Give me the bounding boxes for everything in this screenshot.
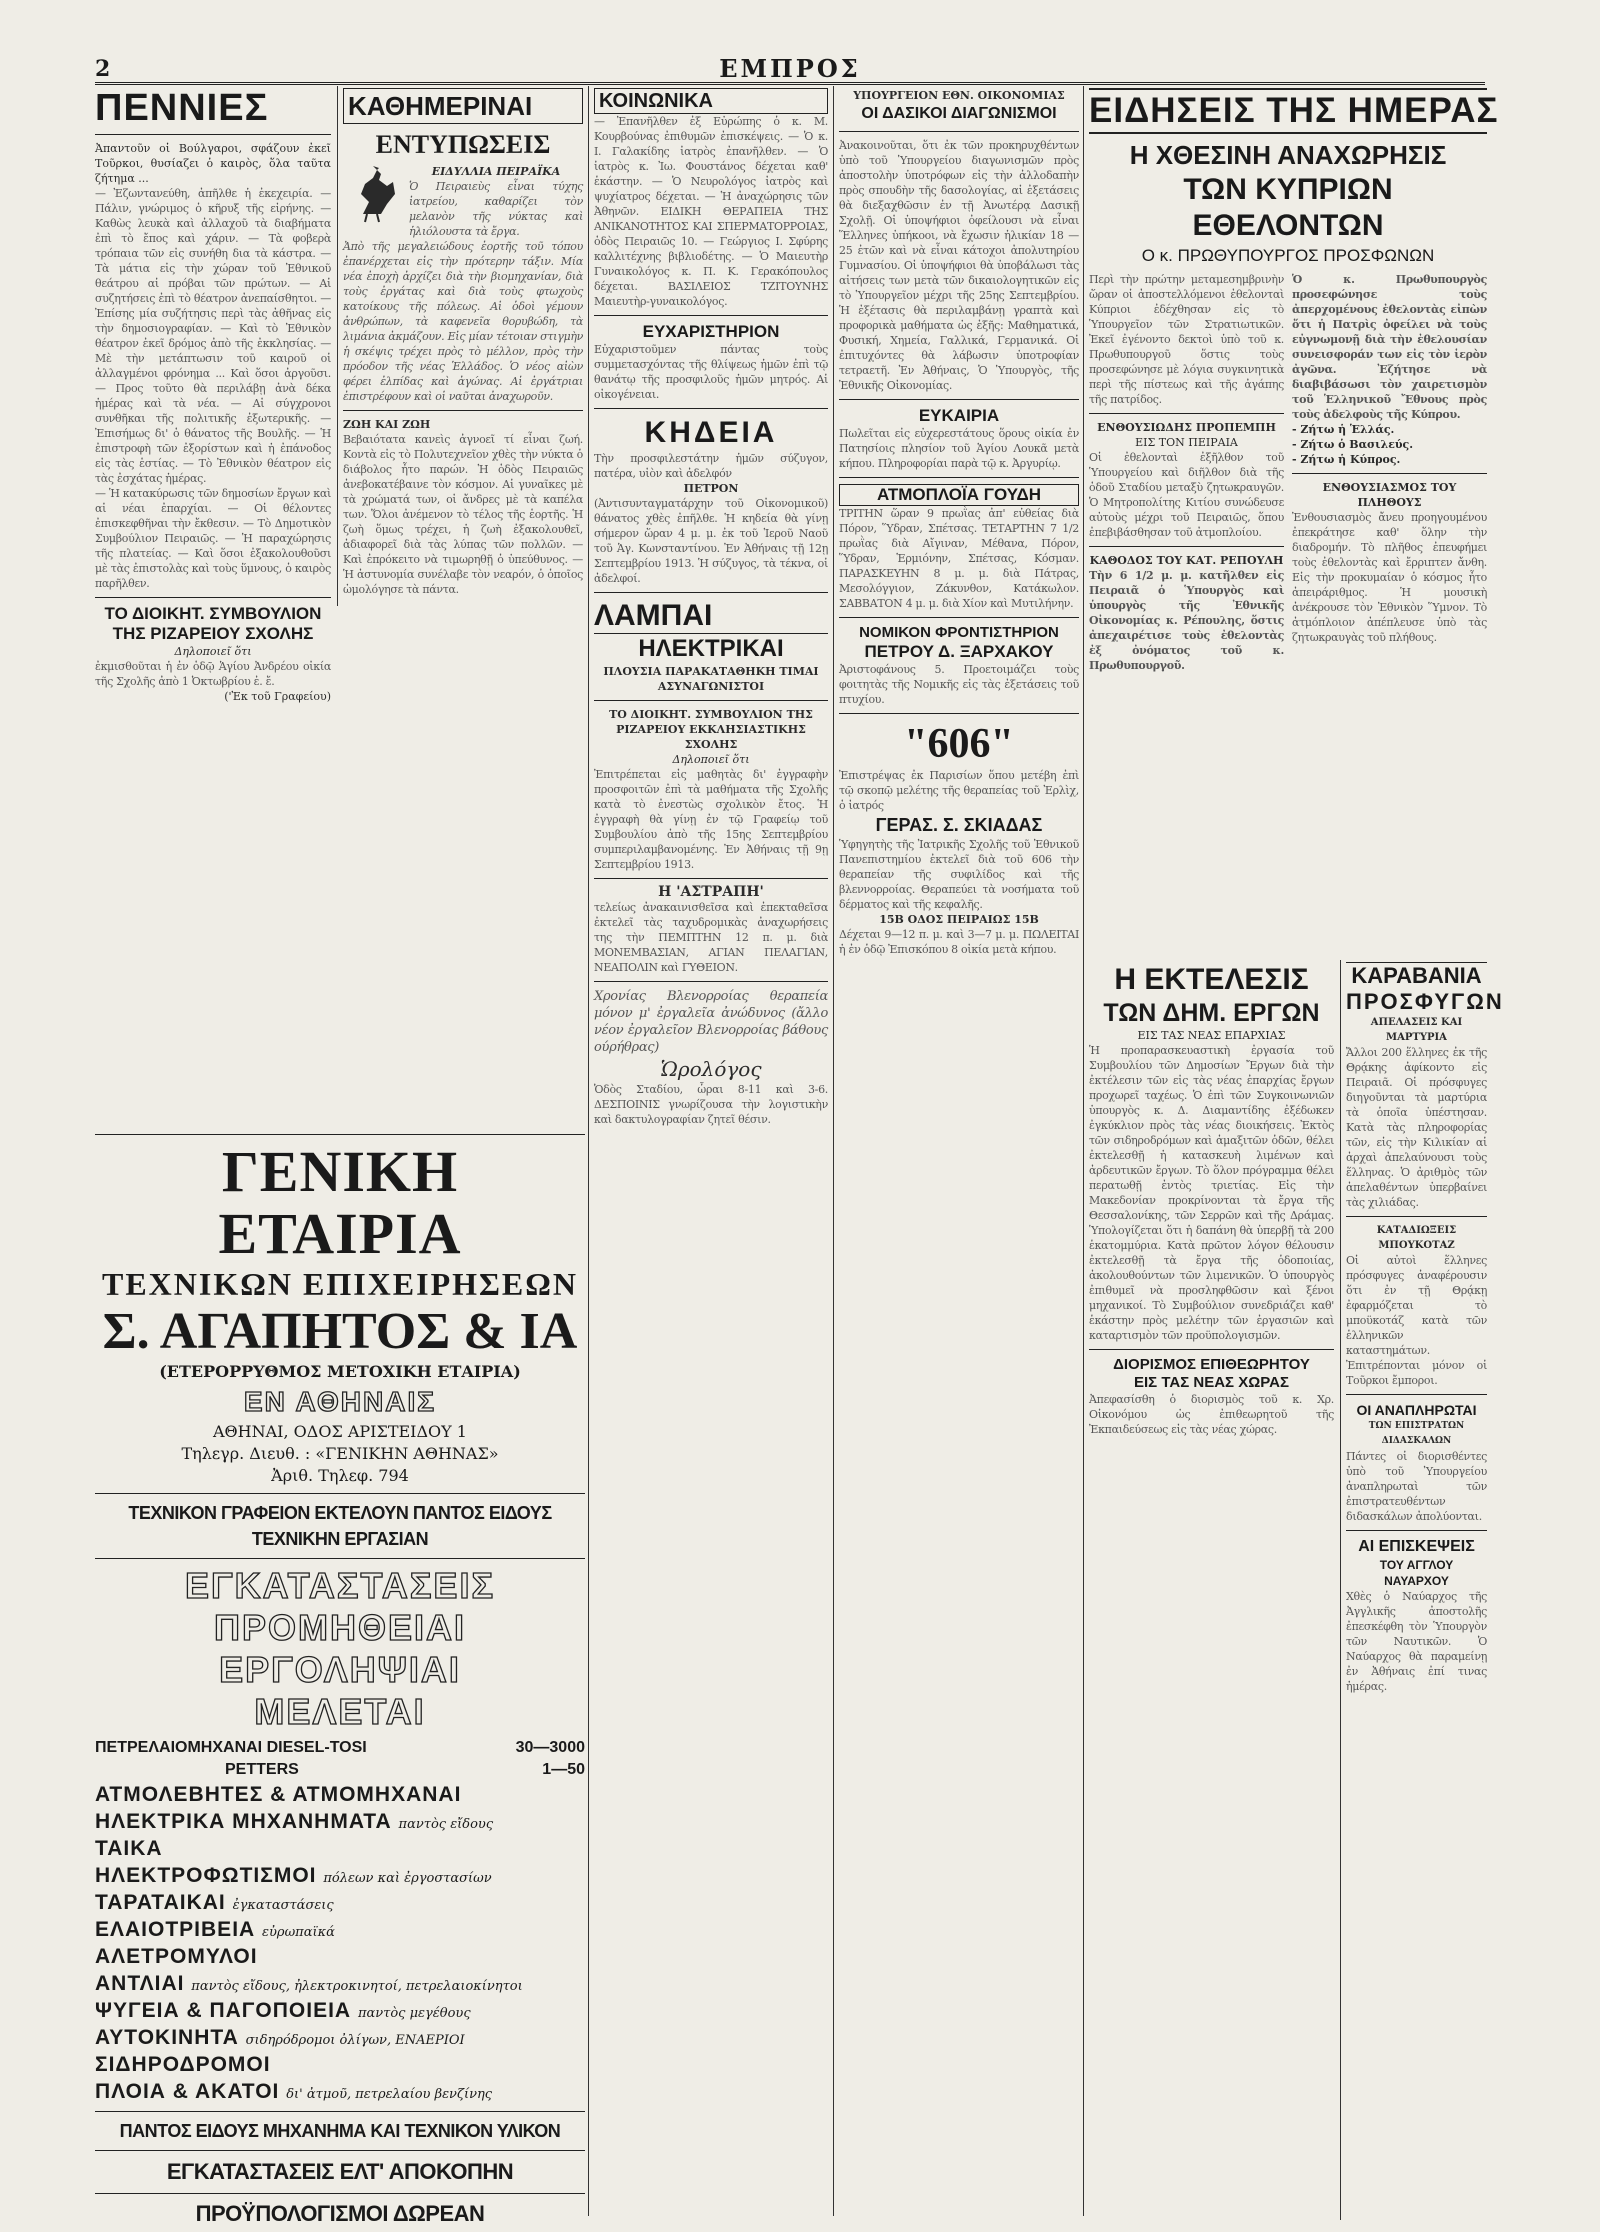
ad-service-note: σιδηρόδρομοι ὀλίγων, ΕΝΑΕΡΙΟΙ <box>245 2033 465 2048</box>
inspector-body: Ἀπεφασίσθη ὁ διορισμὸς τοῦ κ. Χρ. Οἰκονόμου ὡς ἐπιθεωρητοῦ τῆς Ἐκπαιδεύσεως εἰς τὰς νέας χώρας. <box>1089 1393 1334 1436</box>
zoi-heading: ΖΩΗ ΚΑΙ ΖΩΗ <box>343 418 431 431</box>
ad-offer-1: ΕΓΚΑΤΑΣΤΑΣΕΙΣ <box>184 1565 496 1606</box>
rizarios-notice: ΤΟ ΔΙΟΙΚΗΤ. ΣΥΜΒΟΥΛΙΟΝ ΤΗΣ ΡΙΖΑΡΕΙΟΥ ΕΚΚΛΗΣΙΑΣΤΙΚΗΣ ΣΧΟΛΗΣ <box>609 708 813 751</box>
ad-city: ΕΝ ΑΘΗΝΑΙΣ <box>243 1386 437 1417</box>
departure-body: Περὶ τὴν πρώτην μεταμεσημβρινὴν ὥραν οἱ ἀποστελλόμενοι ἐθελονταὶ Κύπριοι ἐδέχθησαν εἰς τὸ Ὑπουργεῖον τῶν Στρατιωτικῶν. Ἐκεῖ ἐγένοντο δεκτοὶ ὑπὸ τοῦ κ. Πρωθυπουργοῦ ὅστις τοὺς προσεφώνησε μὲ λόγια συγκινητικὰ περὶ τῆς πίστεως καὶ τῆς ἀγάπης τῆς πατρίδος. <box>1089 273 1284 406</box>
ad-service-item <box>95 1781 585 1808</box>
refugee-body: Ἄλλοι 200 ἕλληνες ἐκ τῆς Θρᾴκης ἀφίκοντο εἰς Πειραιᾶ. Οἱ πρόσφυγες διηγοῦνται τὰ μαρτύρια τὰ ὁποῖα ὑπέστησαν. Κατὰ τὰς πληροφορίας τῶν, εἰς τὴν Κιλικίαν αἱ ἀρχαὶ ἀπελαύνουσι τοὺς ἕλληνας. Ὁ ἀριθμὸς τῶν ἀπελαθέντων ὑπερβαίνει τὰς χιλιάδας. <box>1346 1046 1487 1209</box>
zoi-body: Βεβαιότατα κανεὶς ἀγνοεῖ τί εἶναι ζωή. Κοντὰ εἰς τὸ Πολυτεχνεῖον χθὲς τὴν νύκτα ὁ διάβολος ἦτο παρών. Ἡ ὁδὸς Πειραιῶς ἀνεβοκατέβαινε τὸν κόσμον. Αἱ γυναῖκες μὲ τὰ χρώματά των, οἱ ἄνδρες μὲ τὰ καπέλα των. Ὅλοι ἀνέμενον τὸ τέλος τῆς ἑορτῆς. Ἡ ζωὴ ὅμως τρέχει, ἡ ζωὴ ἐξακολουθεῖ, ἀδιαφορεῖ διὰ τὰς λύπας τῶν πολλῶν. — Καὶ ἐπρόκειτο νὰ τιμωρηθῇ ὁ ὑπεύθυνος. — Ἡ ἀστυνομία συνέλαβε τὸν νεαρόν, ὁ ὁποῖος ὡμολόγησε τὰ πάντα. <box>343 433 583 596</box>
rizareios-notice-head: ΤΟ ΔΙΟΙΚΗΤ. ΣΥΜΒΟΥΛΙΟΝ ΤΗΣ ΡΙΖΑΡΕΙΟΥ ΣΧΟΛΗΣ <box>104 604 322 643</box>
penies-body-2: — Ἡ κατακύρωσις τῶν δημοσίων ἔργων καὶ αἱ νέαι ἐπαρχίαι. — Οἱ θέλοντες ἐπισκεφθῆναι τὴν ἔκθεσιν. — Τὸ Δημοτικὸν Συμβούλιον Πειραιῶς. — Ἡ παραχώρησις τῆς πλατείας. — Καὶ ὅσοι ἐξακολουθοῦσι μὲ τὰς ἐπιστολὰς καὶ τοὺς ὕμνους, ὁ καιρὸς παρῆλθεν. <box>95 487 331 590</box>
kathimerinai-title: ΚΑΘΗΜΕΡΙΝΑΙ <box>343 88 583 124</box>
astrapi-heading: Η 'ΑΣΤΡΑΠΗ' <box>658 884 764 900</box>
ad-service-item <box>95 1970 585 1997</box>
ad-service-name: ΣΙΔΗΡΟΔΡΟΜΟΙ <box>95 2053 271 2076</box>
astrapi-body: τελείως ἀνακαινισθεῖσα καὶ ἐπεκταθεῖσα ἐκτελεῖ τὰς ταχυδρομικὰς ἀναχωρήσεις της τὴν ΠΕΜΠΤΗΝ 12 π. μ. διὰ ΜΟΝΕΜΒΑΣΙΑΝ, ΑΓΙΑΝ ΠΕΛΑΓΙΑΝ, ΝΕΑΠΟΛΙΝ καὶ ΓΥΘΕΙΟΝ. <box>594 901 828 974</box>
departure-head-3: Ο κ. ΠΡΩΘΥΠΟΥΡΓΟΣ ΠΡΟΣΦΩΝΩΝ <box>1141 246 1435 265</box>
sub2-body: Ἐνθουσιασμὸς ἄνευ προηγουμένου ἐπεκράτησε καθ' ὅλην τὴν διαδρομήν. Τὸ πλῆθος ἐπευφήμει τοὺς ἐθελοντὰς καὶ ἔρριπτεν ἄνθη. Εἰς τὴν προκυμαίαν ὁ κόσμος ἦτο ἀπειράριθμος. Ἡ μουσικὴ ἀνέκρουσε τὸν Ἐθνικὸν Ὕμνον. Τὸ ἀτμόπλοιον ἀπέπλευσε ὑπὸ τὰς ζητωκραυγὰς τοῦ πλήθους. <box>1292 511 1487 644</box>
thanks-body: Εὐχαριστοῦμεν πάντας τοὺς συμμετασχόντας τῆς θλίψεως ἡμῶν ἐπὶ τῷ θανάτῳ τῆς προσφιλοῦς ἡμῶν μητρός. Αἱ οἰκογένειαι. <box>594 343 828 401</box>
departure-head-1: Η ΧΘΕΣΙΝΗ ΑΝΑΧΩΡΗΣΙΣ <box>1129 140 1447 170</box>
ad-service-item <box>95 1889 585 1916</box>
sub1b: ΕΙΣ ΤΟΝ ΠΕΙΡΑΙΑ <box>1135 436 1238 449</box>
teachers-head-2: ΤΩΝ ΕΠΙΣΤΡΑΤΩΝ ΔΙΔΑΣΚΑΛΩΝ <box>1368 1421 1465 1446</box>
penies-title: ΠΕΝΝΙΕΣ <box>95 87 269 129</box>
ad-service-item <box>95 2051 585 2078</box>
refugee-head-3: ΑΠΕΛΑΣΕΙΣ ΚΑΙ ΜΑΡΤΥΡΙΑ <box>1370 1017 1463 1043</box>
lamps-heading-2: ΗΛΕΚΤΡΙΚΑΙ <box>638 635 784 662</box>
opportunity-heading: ΕΥΚΑΙΡΙΑ <box>918 406 1000 425</box>
606-body: Ἐπιστρέψας ἐκ Παρισίων ὅπου μετέβη ἐπὶ τῷ σκοπῷ μελέτης τῆς θεραπείας τοῦ Ἐρλὶχ, ὁ ἰατρός <box>839 769 1079 812</box>
cheer-2: - Ζήτω ὁ Βασιλεύς. <box>1292 438 1414 451</box>
agapitos-advertisement <box>95 1128 585 2226</box>
refugee-head-4: ΚΑΤΑΔΙΩΞΕΙΣ ΜΠΟΥΚΟΤΑΖ <box>1376 1225 1457 1251</box>
ad-company-line-1: ΓΕΝΙΚΗ ΕΤΑΙΡΙΑ <box>218 1139 462 1266</box>
teachers-head-1: ΟΙ ΑΝΑΠΛΗΡΩΤΑΙ <box>1356 1402 1477 1418</box>
ad-service-item <box>95 1835 585 1862</box>
koinonika-body: — Ἐπανῆλθεν ἐξ Εὐρώπης ὁ κ. Μ. Κουρβούνας ἐπιθυμῶν ἐπισκέψεις. — Ὁ κ. Ι. Γαλακίδης ἰατρὸς ἐπανῆλθεν. — Ὁ ἰατρὸς κ. Ἰω. Φουστάνος δέχεται καθ' ἑκάστην. — Ὁ Νευρολόγος ἰατρὸς καὶ ψυχίατρος δέχεται. — Ἡ ἀναχώρησις τῶν Ἀθηνῶν. ΕΙΔΙΚΗ ΘΕΡΑΠΕΙΑ ΤΗΣ ΑΝΙΚΑΝΟΤΗΤΟΣ ΚΑΙ ΣΠΕΡΜΑΤΟΡΡΟΙΑΣ, ὁδὸς Πειραιῶς 10. — Γεώργιος Ι. Σφύρης καλλιτέχνης βιβλιοδέτης. — Ὁ Μαιευτὴρ Γυναικολόγος κ. Π. Κ. Γερακόπουλος δέχεται. ΒΑΣΙΛΕΙΟΣ ΤΖΙΤΟΥΝΗΣ Μαιευτὴρ-γυναικολόγος. <box>594 115 828 308</box>
page-number: 2 <box>95 56 111 82</box>
inspector-head-1: ΔΙΟΡΙΣΜΟΣ ΕΠΙΘΕΩΡΗΤΟΥ <box>1113 1356 1310 1373</box>
ad-company-line-2: ΤΕΧΝΙΚΩΝ ΕΠΙΧΕΙΡΗΣΕΩΝ <box>101 1266 578 1302</box>
ad-service-item <box>95 1808 585 1835</box>
cheer-3: - Ζήτω ἡ Κύπρος. <box>1292 453 1401 466</box>
departure-body-2: Ὁ κ. Πρωθυπουργὸς προσεφώνησε τοὺς ἀπερχομένους ἐθελοντὰς εἰπὼν ὅτι ἡ Πατρὶς ὀφείλει νὰ τοὺς εὐγνωμονῇ διὰ τὴν ἐθελουσίαν συνεισφοράν των εἰς τὸν ἱερὸν ἀγῶνα. Ἐζήτησε νὰ διαβιβάσωσι τὸν χαιρετισμὸν τοῦ Ἑλληνικοῦ Ἔθνους πρὸς τοὺς ἀδελφοὺς τῆς Κύπρου. <box>1292 273 1487 421</box>
inspector-head-2: ΕΙΣ ΤΑΣ ΝΕΑΣ ΧΩΡΑΣ <box>1134 1374 1289 1391</box>
doctor-name: ΓΕΡΑΣ. Σ. ΣΚΙΑΔΑΣ <box>875 815 1043 835</box>
ad-phone: Ἀριθ. Τηλεφ. 794 <box>271 1466 409 1485</box>
lawyer-name: ΠΕΤΡΟΥ Δ. ΞΑΡΧΑΚΟΥ <box>864 642 1054 661</box>
rooster-icon <box>343 164 403 224</box>
newspaper-name: ΕΜΠΡΟΣ <box>719 54 861 83</box>
ad-service-note: ἐγκαταστάσεις <box>232 1898 334 1913</box>
contests-body: Ἀνακοινοῦται, ὅτι ἐκ τῶν προκηρυχθέντων ὑπὸ τοῦ Ὑπουργείου διαγωνισμῶν πρὸς ἀποστολὴν ὑποτρόφων εἰς τὴν ἀλλοδαπὴν πρὸς σπουδὴν τῆς δασολογίας, αἱ ἐξετάσεις θὰ διεξαχθῶσιν ἐν τῇ Ἀνωτέρᾳ Δασικῇ Σχολῇ. Οἱ ὑποψήφιοι ὀφείλουσι νὰ εἶναι Ἕλληνες ὑπήκοοι, νὰ ἔχωσιν ἡλικίαν 18 — 25 ἐτῶν καὶ νὰ εἶναι κάτοχοι ἀπολυτηρίου Γυμνασίου. Οἱ ὑποψήφιοι θὰ ὑποβάλωσι τὰς αἰτήσεις των μετὰ τῶν δικαιολογητικῶν εἰς τὸ Ὑπουργεῖον μέχρι τῆς 25ης Σεπτεμβρίου. Ἡ ἐξέτασις θὰ περιλαμβάνῃ γραπτὰ καὶ προφορικὰ μαθήματα ὡς ἑξῆς: Μαθηματικά, Φυσική, Χημεία, Γαλλικά, Γερμανικά. Οἱ ἐπιτυχόντες θὰ λάβωσιν ὑποτροφίαν τετραετῆ. Ἐν Ἀθήναις, Ὁ Ὑπουργὸς, τῆς Ἐθνικῆς Οἰκονομίας. <box>839 139 1079 392</box>
entyposeis-title: ΕΝΤΥΠΩΣΕΙΣ <box>375 130 551 159</box>
sub3-body: Τὴν 6 1/2 μ. μ. κατῆλθεν εἰς Πειραιᾶ ὁ Ὑπουργὸς καὶ ὑπουργὸς τῆς Ἐθνικῆς Οἰκονομίας κ. Ρέπουλης, ὅστις ἀπεχαιρέτισε τοὺς ἐθελοντὰς ἐξ ὀνόματος τοῦ κ. Πρωθυπουργοῦ. <box>1089 569 1284 672</box>
ad-service-name: ΑΛΕΤΡΟΜΥΛΟΙ <box>95 1945 258 1968</box>
ad-engine-range: 30—3000 <box>515 1739 585 1756</box>
rizareios-notice-sub: Δηλοποιεῖ ὅτι <box>174 645 252 658</box>
refugee-head-2: ΠΡΟΣΦΥΓΩΝ <box>1346 989 1504 1014</box>
ad-service-item <box>95 1943 585 1970</box>
works-head-2: ΤΩΝ ΔΗΜ. ΕΡΓΩΝ <box>1103 999 1320 1027</box>
contests-heading: ΟΙ ΔΑΣΙΚΟΙ ΔΙΑΓΩΝΙΣΜΟΙ <box>861 105 1057 122</box>
koinonika-title: ΚΟΙΝΩΝΙΚΑ <box>594 88 828 114</box>
ad-engine: ΠΕΤΡΕΛΑΙΟΜΗΧΑΝΑΙ DIESEL-TOSI <box>95 1739 367 1756</box>
column-koinonika <box>594 88 828 2218</box>
ad-service-name: ΤΑΡΑΤΑΙΚΑΙ <box>95 1891 226 1914</box>
funeral-body: Τὴν προσφιλεστάτην ἡμῶν σύζυγον, πατέρα, υἱὸν καὶ ἀδελφόν <box>594 452 828 480</box>
ad-service-item <box>95 2078 585 2105</box>
column-rule <box>588 86 589 2216</box>
ad-offer-3: ΕΡΓΟΛΗΨΙΑΙ <box>219 1649 461 1690</box>
kathimerinai-lead: Ὁ Πειραιεὺς εἶναι τύχης ἰατρείου, καθαρίζει τὸν μελανὸν τῆς νύκτας καὶ ἡλιόλουστα τὰ ἔργα. <box>409 180 583 238</box>
column-ministry <box>839 88 1079 2218</box>
clock-body: Ὁδὸς Σταδίου, ὧραι 8-11 καὶ 3-6. ΔΕΣΠΟΙΝΙΣ γνωρίζουσα τὴν λογιστικὴν καὶ δακτυλογραφίαν ζητεῖ θέσιν. <box>594 1083 828 1126</box>
606-heading: "606" <box>904 721 1014 767</box>
ad-service-name: ΨΥΓΕΙΑ & ΠΑΓΟΠΟΙΕΙΑ <box>95 1999 352 2022</box>
ad-service-item <box>95 1862 585 1889</box>
ad-service-name: ΑΝΤΛΙΑΙ <box>95 1972 185 1995</box>
doctor-body: Ὑφηγητὴς τῆς Ἰατρικῆς Σχολῆς τοῦ Ἐθνικοῦ Πανεπιστημίου ἐκτελεῖ διὰ τοῦ 606 τὴν θεραπείαν τῆς συφιλίδος καὶ τῆς βλεννορροίας. Θεραπεύει τὰ νοσήματα τοῦ δέρματος καὶ τῆς κεφαλῆς. <box>839 838 1079 911</box>
ad-service-name: ΤΑΙΚΑ <box>95 1837 163 1860</box>
sub2: ΕΝΘΟΥΣΙΑΣΜΟΣ ΤΟΥ ΠΛΗΘΟΥΣ <box>1322 481 1457 509</box>
works-body: Ἡ προπαρασκευαστικὴ ἐργασία τοῦ Συμβουλίου τῶν Δημοσίων Ἔργων διὰ τὴν ἐκτέλεσιν τῶν εἰς τὰς νέας ἐπαρχίας ἔργων προχωρεῖ ταχέως. Ὁ ἐπὶ τῶν Συγκοινωνιῶν ὑπουργὸς κ. Δ. Διαμαντίδης ἐξέδωκεν ἐγκύκλιον πρὸς τὰς νέας διοικήσεις. Ἐκτὸς τῶν σιδηροδρόμων καὶ ἁμαξιτῶν ὁδῶν, θέλει ἐκτελεσθῇ ἡ κατασκευὴ λιμένων καὶ ἀρδευτικῶν ἔργων. Τὸ ὅλον πρόγραμμα θέλει περατωθῇ ἐντὸς τριετίας. Εἰς τὴν Μακεδονίαν προκρίνονται τὰ ἔργα τῆς Θεσσαλονίκης, τῶν Σερρῶν καὶ τῆς Δράμας. Ὑπολογίζεται ὅτι ἡ δαπάνη θὰ ὑπερβῇ τὰ 200 ἑκατομμύρια. Κατὰ πρῶτον λόγον θέλουσιν ἐκτελεσθῇ τὰ ἔργα τῆς ὁδοποιίας, ἀκολουθούντων τῶν λιμενικῶν. Ὁ ὑπουργὸς ἐπιθυμεῖ νὰ προσληφθῶσιν καὶ ξένοι μηχανικοί. Τὸ Συμβούλιον συνεδριάζει καθ' ἑκάστην πρὸς μελέτην τῶν ἐργασιῶν καὶ καταρτισμὸν τῶν προϋπολογισμῶν. <box>1089 1044 1334 1342</box>
column-kathimerinai <box>343 88 583 1118</box>
funeral-heading: ΚΗΔΕΙΑ <box>644 416 778 449</box>
lamps-note: ΠΛΟΥΣΙΑ ΠΑΡΑΚΑΤΑΘΗΚΗ ΤΙΜΑΙ ΑΣΥΝΑΓΩΝΙΣΤΟΙ <box>603 665 819 693</box>
funeral-name: ΠΕΤΡΟΝ <box>683 482 739 495</box>
ad-service-name: ΠΛΟΙΑ & ΑΚΑΤΟΙ <box>95 2080 280 2103</box>
funeral-body-2: (Ἀντισυνταγματάρχην τοῦ Οἰκονομικοῦ) θάνατος χθὲς ἐπῆλθε. Ἡ κηδεία θὰ γίνῃ σήμερον ὥραν 4 μ. μ. ἐκ τοῦ Ἱεροῦ Ναοῦ τοῦ Ἁγ. Κωνσταντίνου. Ἐν Ἀθήναις τῇ 12ῃ Σεπτεμβρίου 1913. Ἡ σύζυγος, τὰ τέκνα, οἱ ἀδελφοί. <box>594 497 828 585</box>
ad-offer-4: ΜΕΛΕΤΑΙ <box>254 1691 426 1732</box>
opportunity-body: Πωλεῖται εἰς εὐχερεστάτους ὅρους οἰκία ἐν Πατησίοις πλησίον τοῦ Ἁγίου Λουκᾶ μετὰ κήπου. Πληροφορίαι παρὰ τῷ κ. Ἀργυρίῳ. <box>839 427 1079 470</box>
lawyer-heading: ΝΟΜΙΚΟΝ ΦΡΟΝΤΙΣΤΗΡΙΟΝ <box>859 624 1059 641</box>
ad-service-list <box>95 1781 585 2105</box>
lab-address: 15Β ΟΔΟΣ ΠΕΙΡΑΙΩΣ 15Β <box>879 913 1039 926</box>
column-rule <box>1083 86 1084 2216</box>
sub1: ΕΝΘΟΥΣΙΩΔΗΣ ΠΡΟΠΕΜΠΗ <box>1097 421 1276 434</box>
refugee-body-2: Οἱ αὐτοὶ ἕλληνες πρόσφυγες ἀναφέρουσιν ὅτι ἐν τῇ Θρᾴκῃ ἐφαρμόζεται τὸ μποϋκοτάζ κατὰ τῶν ἑλληνικῶν καταστημάτων. Ἐπιτρέπονται μόνον οἱ Τοῦρκοι ἔμποροι. <box>1346 1254 1487 1387</box>
ad-service-name: ΑΤΜΟΛΕΒΗΤΕΣ & ΑΤΜΟΜΗΧΑΝΑΙ <box>95 1783 462 1806</box>
ad-service-item <box>95 2024 585 2051</box>
column-rule <box>337 86 338 606</box>
ad-service-note: παντὸς εἴδους <box>398 1817 494 1832</box>
ad-service-note: πόλεων καὶ ἐργοστασίων <box>323 1871 492 1886</box>
news-title: ΕΙΔΗΣΕΙΣ ΤΗΣ ΗΜΕΡΑΣ <box>1089 88 1487 134</box>
ad-service-note: παντὸς μεγέθους <box>357 2006 471 2021</box>
column-rule <box>833 86 834 2216</box>
ad-bar-3: ΕΓΚΑΤΑΣΤΑΣΕΙΣ ΕΛΤ' ΑΠΟΚΟΠΗΝ <box>166 2159 514 2184</box>
blenorrhoea-ad: Χρονίας Βλενορροίας θεραπεία μόνον μ' ἐργαλεῖα ἀνώδυνος (ἄλλο νέον ἐργαλεῖον Βλενορροίας βάθους ούρήθρας) <box>594 989 828 1055</box>
ad-company-type: (ΕΤΕΡΟΡΡΥΘΜΟΣ ΜΕΤΟΧΙΚΗ ΕΤΑΙΡΙΑ) <box>159 1362 521 1381</box>
ad-petters-range: 1—50 <box>542 1761 585 1778</box>
works-head-1: Η ΕΚΤΕΛΕΣΙΣ <box>1114 963 1309 996</box>
ad-service-note: παντὸς εἴδους, ἠλεκτροκινητοί, πετρελαιοκίνητοι <box>191 1979 523 1994</box>
ad-service-name: ΑΥΤΟΚΙΝΗΤΑ <box>95 2026 239 2049</box>
masthead <box>95 56 1485 85</box>
ad-service-note: δι' ἀτμοῦ, πετρελαίου βενζίνης <box>286 2087 493 2102</box>
penies-body: — Ἐζωντανεύθη, ἀπῆλθε ἡ ἐκεχειρία. — Πάλιν, γνώριμος ὁ κῆρυξ τῆς εἰρήνης. — Καθὼς λευκὰ καὶ ἀλλαχοῦ τὰ διαβήματα ἐπὶ τὸ ἔπος καὶ χάριν. — Τὰ φοβερὰ τρόπαια τῶν εἰς συνήθη δια τὰ κάστρα. — Τὰ μάτια εἰς τὴν χώραν τοῦ Ἐθνικοῦ θεάτρου αἱ πρόβαι τῶν πρώτων. — Αἱ συζητήσεις ἐπὶ τὸ θέατρον ἀνεπαίσθητοι. — Ἐπίσης μία συζήτησις περὶ τὰς ἀθῆνας εἰς τὴν δημοσιογραφίαν. — Καὶ τὸ Ἐθνικὸν θέατρον ἐκεῖ δρόμος ἀπὸ τῆς ἐκκλησίας. — Μὲ τὴν μετάπτωσιν τοῦ καιροῦ οἱ ἀλλαγμένοι φρόνημα ... Καὶ ὅσοι ἀργοῦσι. — Προς τοῦτο θὰ περιλάβῃ ἀνὰ δέκα ἡμέρας καὶ τὰ νέα. — Αἱ σύγχρονοι συνθῆκαι τῆς πολιτικῆς ἐξωτερικῆς. — Ἐπισήμως δι' ὁ θάνατος τῆς Βουλῆς. — Ἡ ἐπιστροφὴ τῶν ἐξορίστων καὶ ἡ ἐπάνοδος εἰς τὰς ἑστίας. — Τὸ Ἐθνικὸν θέατρον εἰς τὰς ἐσχάτας ἡμέρας. <box>95 187 331 485</box>
ad-service-note: εὐρωπαϊκά <box>262 1925 335 1940</box>
lab-body: Δέχεται 9—12 π. μ. καὶ 3—7 μ. μ. ΠΩΛΕΙΤΑΙ ἡ ἐν ὁδῷ Ἐπισκόπου 8 οἰκία μετὰ κήπου. <box>839 928 1079 956</box>
sub1-body: Οἱ ἐθελονταὶ ἐξῆλθον τοῦ Ὑπουργείου καὶ διῆλθον διὰ τῆς ὁδοῦ Σταδίου μεταξὺ ζητωκραυγῶν. Ὁ Μητροπολίτης Κιτίου συνώδευσε αὐτοὺς μέχρι τοῦ Πειραιῶς, ὅπου ἐπεβιβάσθησαν τοῦ ἀτμοπλοίου. <box>1089 451 1284 539</box>
kathimerinai-body: Ἀπὸ τῆς μεγαλειώδους ἑορτῆς τοῦ τόπου ἐπανέρχεται εἰς τὴν πρότερην τάξιν. Μία νέα ἐποχὴ ἀρχίζει διὰ τὴν βιομηχανίαν, διὰ τοὺς ἐργάτας καὶ διὰ τοὺς φτωχοὺς κατοίκους τῆς πόλεως. Αἱ ὁδοὶ γέμουν ἀνθρώπων, τὰ καφενεῖα θορυβώδη, τὰ λιμάνια ἀκμάζουν. Εἰς μίαν τέτοιαν στιγμὴν ἡ σκέψις τρέχει πρὸς τὸ μέλλον, πρὸς τὴν πρόοδον τῆς νέας Ἑλλάδος. Ὁ νέος αἰὼν φέρει ἐλπίδας καὶ ἀγώνας. Αἱ ἐργάτριαι ἐπιστρέφουν καὶ οἱ ναῦται ἀναχωροῦν. <box>343 240 583 403</box>
ad-service-item <box>95 1916 585 1943</box>
ministry-heading: ΥΠΟΥΡΓΕΙΟΝ ΕΘΝ. ΟΙΚΟΝΟΜΙΑΣ <box>853 89 1065 102</box>
ad-bar-4: ΠΡΟΫΠΟΛΟΓΙΣΜΟΙ ΔΩΡΕΑΝ <box>195 2201 485 2226</box>
rizarios-notice-body: Ἐπιτρέπεται εἰς μαθητὰς δι' ἐγγραφὴν προσφοιτῶν ἐπὶ τὰ μαθήματα τῆς Σχολῆς κατὰ τὸ ἐνεστὼς σχολικὸν ἔτος. Ἡ ἐγγραφὴ θὰ γίνῃ ἐν τῷ Γραφείῳ τοῦ Συμβουλίου ἀπὸ τῆς 15ης Σεπτεμβρίου συμπεριλαμβανομένης. Ἐν Ἀθήναις τῇ 9ῃ Σεπτεμβρίου 1913. <box>594 768 828 871</box>
column-refugees <box>1346 962 1504 2218</box>
rizarios-notice-sub: Δηλοποιεῖ ὅτι <box>672 753 750 766</box>
teachers-body: Πάντες οἱ διορισθέντες ὑπὸ τοῦ Ὑπουργείου ἀναπληρωταὶ τῶν ἐπιστρατευθέντων διδασκάλων ἀπολύονται. <box>1346 1450 1487 1523</box>
ad-offer-2: ΠΡΟΜΗΘΕΙΑΙ <box>213 1607 466 1648</box>
column-penies <box>95 88 331 1118</box>
cheer-1: - Ζήτω ἡ Ἑλλάς. <box>1292 423 1395 436</box>
ad-telegram: Τηλεγρ. Διευθ. : «ΓΕΝΙΚΗΝ ΑΘΗΝΑΣ» <box>181 1444 499 1463</box>
ad-address: ΑΘΗΝΑΙ, ΟΔΟΣ ΑΡΙΣΤΕΙΔΟΥ 1 <box>213 1422 467 1441</box>
ad-service-name: ΗΛΕΚΤΡΟΦΩΤΙΣΜΟΙ <box>95 1864 317 1887</box>
sub3: ΚΑΘΟΔΟΣ ΤΟΥ ΚΑΤ. ΡΕΠΟΥΛΗ <box>1089 554 1284 567</box>
visits-head-2: ΤΟΥ ΑΓΓΛΟΥ ΝΑΥΑΡΧΟΥ <box>1379 1558 1454 1588</box>
refugee-head-1: ΚΑΡΑΒΑΝΙΑ <box>1346 962 1487 989</box>
kathimerinai-kicker: ΕΙΔΥΛΛΙΑ ΠΕΙΡΑΪΚΑ <box>431 165 561 178</box>
column-works <box>1089 962 1334 2218</box>
ad-service-name: ΕΛΑΙΟΤΡΙΒΕΙΑ <box>95 1918 256 1941</box>
ad-bar-1: ΤΕΧΝΙΚΟΝ ΓΡΑΦΕΙΟΝ ΕΚΤΕΛΟΥΝ ΠΑΝΤΟΣ ΕΙΔΟΥΣ ΤΕΧΝΙΚΗΝ ΕΡΓΑΣΙΑΝ <box>128 1503 552 1549</box>
ad-service-item <box>95 1997 585 2024</box>
clock-heading: Ὡρολόγος <box>660 1057 762 1081</box>
ad-bar-2: ΠΑΝΤΟΣ ΕΙΔΟΥΣ ΜΗΧΑΝΗΜΑ ΚΑΙ ΤΕΧΝΙΚΟΝ ΥΛΙΚΟΝ <box>119 2121 561 2141</box>
lawyer-body: Ἀριστοφάνους 5. Προετοιμάζει τοὺς φοιτητὰς τῆς Νομικῆς εἰς τὰς ἐξετάσεις τοῦ πτυχίου. <box>839 663 1079 706</box>
boats-body: ΤΡΙΤΗΝ ὥραν 9 πρωῒας ἀπ' εὐθείας διὰ Πόρον, Ὕδραν, Σπέτσας. ΤΕΤΑΡΤΗΝ 7 1/2 πρωῒας διὰ Αἴγιναν, Μέθανα, Πόρον, Ὕδραν, Ἑρμιόνην, Σπέτσας, Κόσμαν. ΠΑΡΑΣΚΕΥΗΝ 8 μ. μ. διὰ Πάτρας, Μεσολόγγιον, Ζάκυνθον, Κατάκωλον. ΣΑΒΒΑΤΟΝ 4 μ. μ. διὰ Χίον καὶ Μυτιλήνην. <box>839 507 1079 610</box>
rizareios-notice-footer: ('Ἐκ τοῦ Γραφείου) <box>224 690 331 703</box>
ad-company-name: Σ. ΑΓΑΠΗΤΟΣ & ΙΑ <box>102 1303 578 1360</box>
thanks-heading: ΕΥΧΑΡΙΣΤΗΡΙΟΝ <box>642 322 780 341</box>
ad-service-name: ΗΛΕΚΤΡΙΚΑ ΜΗΧΑΝΗΜΑΤΑ <box>95 1810 392 1833</box>
visits-head-1: ΑΙ ΕΠΙΣΚΕΨΕΙΣ <box>1358 1538 1475 1555</box>
ad-petters: PETTERS <box>225 1761 299 1778</box>
works-head-3: ΕΙΣ ΤΑΣ ΝΕΑΣ ΕΠΑΡΧΙΑΣ <box>1137 1029 1286 1042</box>
visits-body: Χθὲς ὁ Ναύαρχος τῆς Ἀγγλικῆς ἀποστολῆς ἐπεσκέφθη τὸν Ὑπουργὸν τῶν Ναυτικῶν. Ὁ Ναύαρχος θὰ παραμείνῃ ἐν Ἀθήναις ἐπί τινας ἡμέρας. <box>1346 1590 1487 1693</box>
lamps-heading: ΛΑΜΠΑΙ <box>594 599 828 634</box>
boats-heading: ΑΤΜΟΠΛΟΪΑ ΓΟΥΔΗ <box>839 484 1079 506</box>
penies-intro: Ἀπαντοῦν οἱ Βούλγαροι, σφάζουν ἐκεῖ Τοῦρκοι, θυσίαζει ὁ καιρὸς, ὅλα ταῦτα ζήτημα ... <box>95 142 331 185</box>
departure-head-2: ΤΩΝ ΚΥΠΡΙΩΝ ΕΘΕΛΟΝΤΩΝ <box>1183 173 1393 242</box>
rizareios-notice-body: ἐκμισθοῦται ἡ ἐν ὁδῷ Ἁγίου Ἀνδρέου οἰκία τῆς Σχολῆς ἀπὸ 1 Ὀκτωβρίου ἐ. ἔ. <box>95 660 331 688</box>
